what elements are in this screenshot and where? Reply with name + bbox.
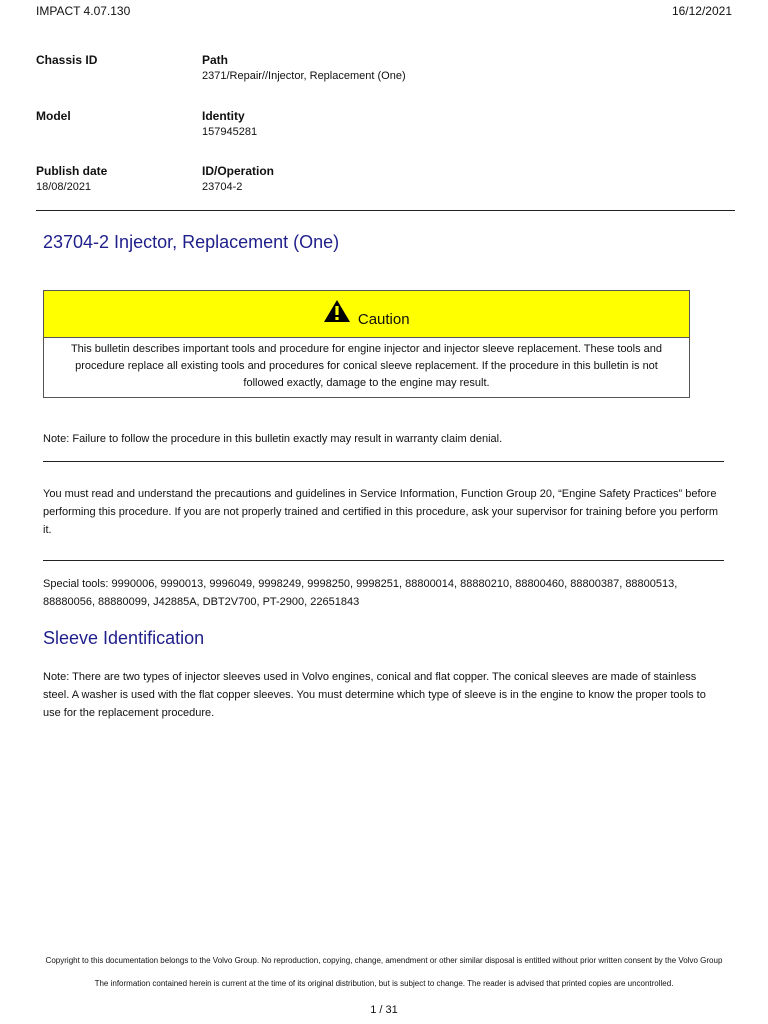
path-label: Path: [202, 53, 229, 67]
sleeve-type-note: Note: There are two types of injector sleeves used in Volvo engines, conical and flat copper. The conical sleeves are made of stainless steel. A washer is used with the flat copper sleeves. You must determine which type of sleeve is in the engine to know the proper tools to use for the replacement procedure.: [43, 671, 706, 719]
warning-triangle-icon: [323, 299, 351, 328]
model-label: Model: [36, 109, 71, 123]
publish-date-label: Publish date: [36, 164, 108, 178]
publish-date-value: 18/08/2021: [36, 181, 92, 193]
special-tools-list: Special tools: 9990006, 9990013, 9996049, 9998249, 9998250, 9998251, 88800014, 88880210, 88800460, 88800387, 88800513, 88880056, 88880099, J42885A, DBT2V700, PT-2900, 22651843: [43, 578, 678, 608]
document-title: 23704-2 Injector, Replacement (One): [43, 232, 340, 252]
chassis-id-label: Chassis ID: [36, 53, 98, 67]
safety-practices-paragraph: You must read and understand the precautions and guidelines in Service Information, Function Group 20, “Engine Safety Practices” before performing this procedure. If you are not properly trained and certified in this procedure, ask your supervisor for training before you perform it.: [43, 488, 719, 536]
app-version: IMPACT 4.07.130: [36, 4, 131, 18]
id-operation-label: ID/Operation: [202, 164, 275, 178]
divider-2: [43, 560, 724, 561]
path-value: 2371/Repair//Injector, Replacement (One): [202, 70, 406, 82]
caution-box: [43, 290, 690, 398]
distribution-notice: The information contained herein is current at the time of its original distribution, but is subject to change. The reader is advised that printed copies are uncontrolled.: [94, 979, 674, 988]
caution-header: [44, 291, 689, 338]
print-date: 16/12/2021: [671, 4, 732, 18]
page-number: 1 / 31: [370, 1004, 398, 1016]
identity-value: 157945281: [202, 126, 258, 138]
warranty-note: Note: Failure to follow the procedure in this bulletin exactly may result in warranty claim denial.: [43, 433, 503, 445]
id-operation-value: 23704-2: [202, 181, 243, 193]
copyright-notice: Copyright to this documentation belongs to the Volvo Group. No reproduction, copying, change, amendment or other similar disposal is entitled without prior written consent by the Volvo Group: [45, 956, 723, 965]
header-divider: [36, 210, 735, 211]
identity-label: Identity: [202, 109, 245, 123]
divider-1: [43, 461, 724, 462]
caution-label: Caution: [357, 311, 410, 328]
sleeve-identification-heading: Sleeve Identification: [43, 628, 205, 648]
caution-text: This bulletin describes important tools and procedure for engine injector and injector sleeve replacement. These tools and procedure replace all existing tools and procedures for conical sleeve replacement. If the procedure in this bulletin is not followed exactly, damage to the engine may result.: [70, 343, 663, 389]
